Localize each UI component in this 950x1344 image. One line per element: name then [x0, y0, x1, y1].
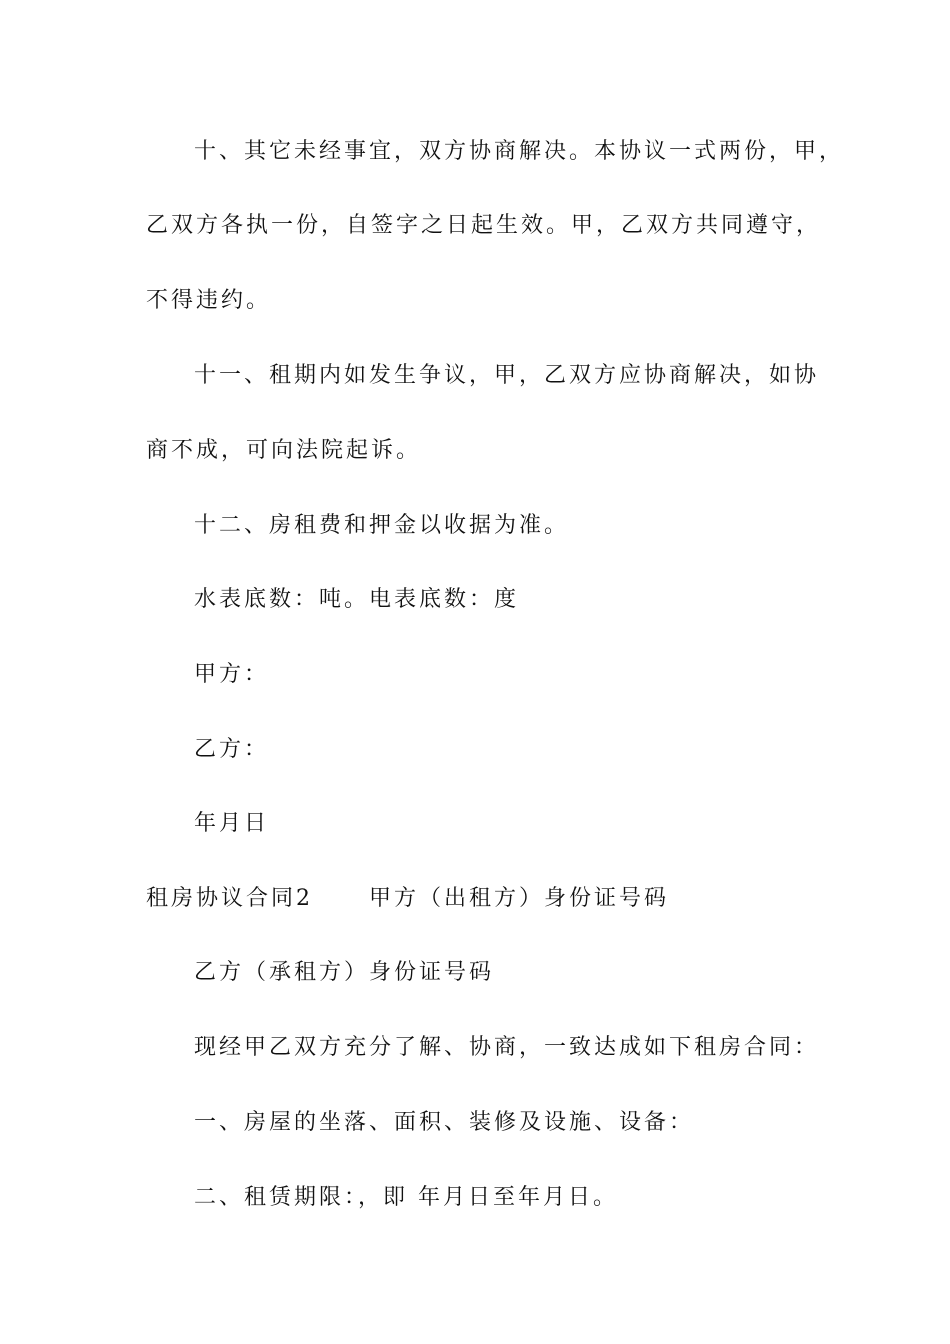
- paragraph-line: 商不成，可向法院起诉。: [146, 438, 422, 463]
- contract-title: 租房协议合同2: [146, 886, 313, 911]
- paragraph-line: 十、其它未经事宜，双方协商解决。本协议一式两份，甲，: [194, 139, 845, 164]
- paragraph-line: 乙双方各执一份，自签字之日起生效。甲，乙双方共同遵守，: [146, 213, 822, 238]
- paragraph-line: 现经甲乙双方充分了解、协商，一致达成如下租房合同：: [194, 1035, 820, 1060]
- party-b-id-line: 乙方（承租方）身份证号码: [194, 960, 495, 985]
- party-a-id-line: 甲方（出租方）身份证号码: [369, 886, 670, 911]
- paragraph-line: 水表底数：吨。电表底数：度: [194, 587, 520, 612]
- signature-date: 年月日: [194, 811, 270, 836]
- paragraph-line: 不得违约。: [146, 288, 272, 313]
- signature-party-a: 甲方：: [194, 662, 270, 687]
- paragraph-line: 十二、房租费和押金以收据为准。: [194, 513, 570, 538]
- clause-one: 一、房屋的坐落、面积、装修及设施、设备：: [194, 1110, 695, 1135]
- clause-two: 二、租赁期限：，即 年月日至年月日。: [194, 1185, 618, 1210]
- paragraph-line: 十一、租期内如发生争议，甲，乙双方应协商解决，如协: [194, 363, 820, 388]
- signature-party-b: 乙方：: [194, 737, 270, 762]
- contract-heading-row: [146, 884, 669, 914]
